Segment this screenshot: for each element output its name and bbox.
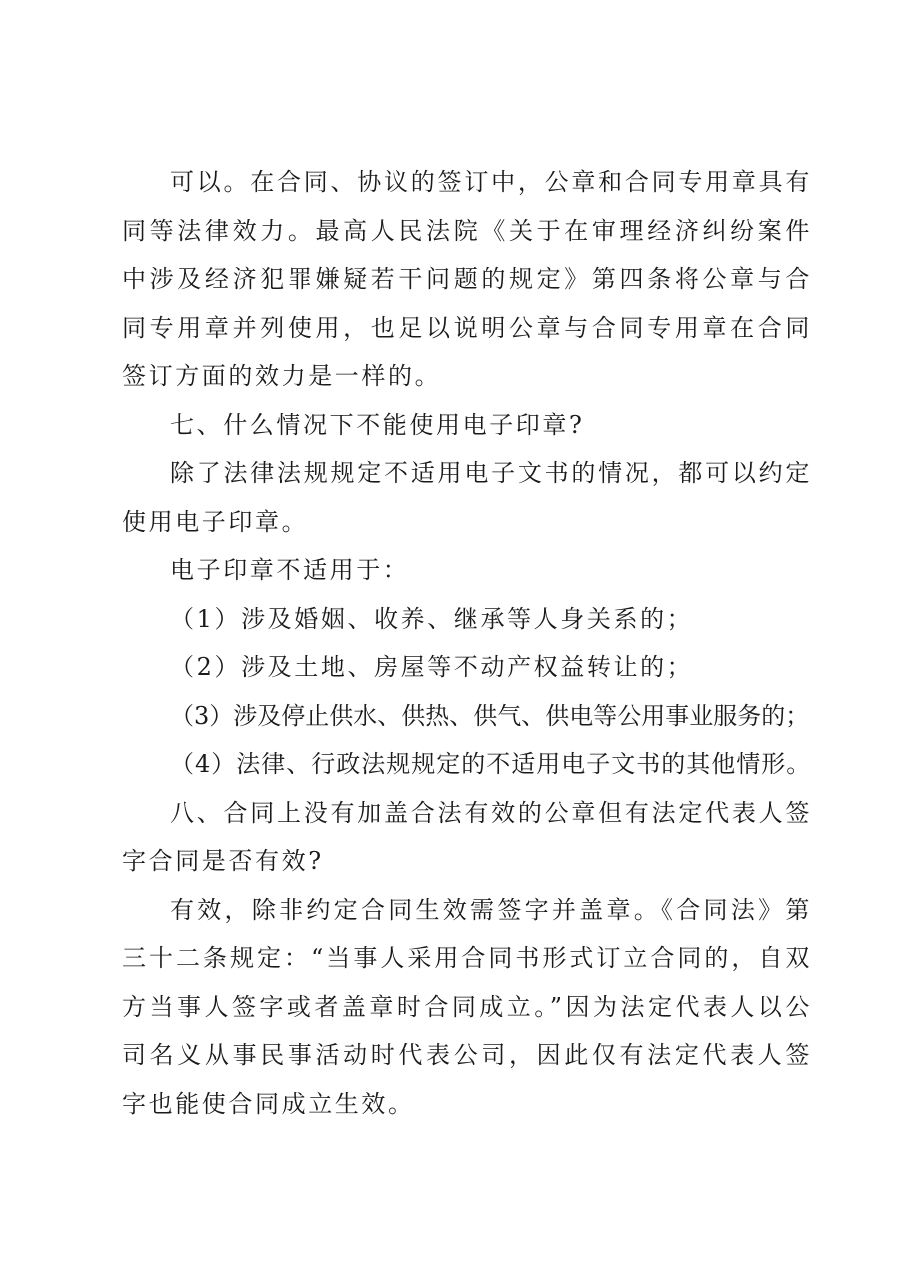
paragraph-seal-equal-effect: 可以。在合同、协议的签订中，公章和合同专用章具有同等法律效力。最高人民法院《关于在审理经济纠纷案件中涉及经济犯罪嫌疑若干问题的规定》第四条将公章与合同专用章并列使用，也足以说明公章与合同专用章在合同签订方面的效力是一样的。 <box>122 168 812 390</box>
paragraph-electronic-seal-usage: 除了法律法规规定不适用电子文书的情况，都可以约定使用电子印章。 <box>122 459 812 536</box>
list-item-4: （4）法律、行政法规规定的不适用电子文书的其他情形。 <box>170 750 812 778</box>
paragraph-signature-validity: 有效，除非约定合同生效需签字并盖章。《合同法》第三十二条规定：“当事人采用合同书形式订立合同的，自双方当事人签字或者盖章时合同成立。”因为法定代表人以公司名义从事民事活动时代表公司，因此仅有法定代表人签字也能使合同成立生效。 <box>122 895 812 1118</box>
list-item-1: （1）涉及婚姻、收养、继承等人身关系的； <box>170 604 694 633</box>
heading-question-eight: 八、合同上没有加盖合法有效的公章但有法定代表人签字合同是否有效? <box>122 798 812 875</box>
list-item-2: （2）涉及土地、房屋等不动产权益转让的； <box>170 653 694 681</box>
list-item-3: （3）涉及停止供水、供热、供气、供电等公用事业服务的； <box>170 701 810 730</box>
paragraph-not-applicable-intro: 电子印章不适用于： <box>170 556 410 584</box>
document-body <box>122 158 812 1128</box>
heading-question-seven: 七、什么情况下不能使用电子印章? <box>170 410 585 439</box>
